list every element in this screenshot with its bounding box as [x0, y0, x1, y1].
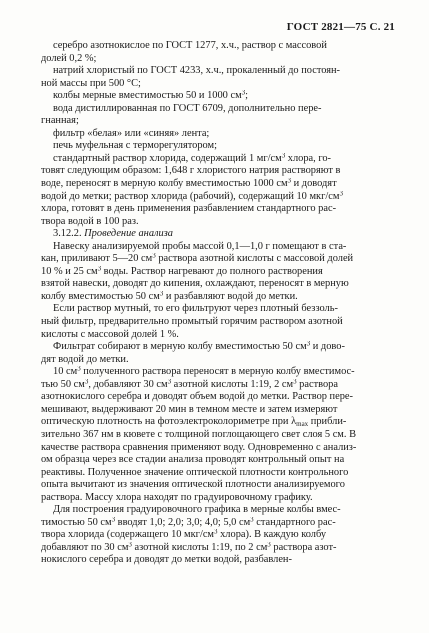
subscript: max	[296, 420, 309, 429]
text-run: раствора азотной кислоты с массовой долей	[155, 253, 354, 265]
text-line	[41, 165, 396, 178]
text-run: твора водой в 100 раз.	[41, 215, 139, 227]
text-run: кислоты с массовой долей 1 %.	[41, 328, 179, 340]
text-run: 3.12.2.	[53, 228, 85, 240]
text-line	[41, 178, 396, 191]
text-run: фильтр «белая» или «синяя» лента;	[53, 127, 210, 139]
text-line	[41, 203, 396, 216]
superscript: 3	[97, 265, 102, 273]
superscript: 3	[267, 541, 271, 549]
text-run: оптическую плотность на фотоэлектроколориметре при λ	[41, 416, 297, 428]
text-line	[41, 366, 396, 379]
superscript: 3	[339, 190, 343, 198]
text-line	[41, 291, 396, 304]
text-run: хлора, готовят в день применения разбавлением стандартного рас-	[41, 203, 337, 215]
text-run: 10 см	[53, 366, 78, 378]
text-line	[41, 467, 396, 480]
text-run: стандартный раствор хлорида, содержащий 1 мг/см	[53, 152, 282, 164]
document-body	[41, 40, 396, 567]
text-run: раствора азот-	[270, 541, 337, 553]
superscript: 3	[159, 290, 164, 298]
text-line	[41, 542, 396, 555]
text-run: ный фильтр, предварительно промытый горячим раствором азотной	[41, 316, 343, 328]
text-line	[41, 404, 396, 417]
superscript: 3	[84, 378, 89, 386]
text-line	[41, 115, 396, 128]
text-run: колбу вместимостью 50 см	[41, 290, 160, 302]
text-run: печь муфельная с терморегулятором;	[53, 140, 218, 152]
text-run: хлора, го-	[285, 152, 332, 164]
text-line	[41, 241, 396, 254]
text-line	[41, 529, 396, 542]
superscript: 3	[111, 516, 116, 524]
text-line	[41, 492, 396, 505]
text-run: колбы мерные вместимостью 50 и 1000 см	[53, 90, 242, 102]
text-run: Навеску анализируемой пробы массой 0,1—1,0 г помещают в ста-	[53, 240, 347, 252]
text-run: тью 50 см	[41, 378, 85, 390]
text-line	[41, 53, 396, 66]
text-run: зительно 367 нм в кювете с толщиной поглощающего свет слоя 5 см. В	[41, 428, 357, 440]
text-line	[41, 140, 396, 153]
text-run: хлора). В каждую колбу	[217, 529, 327, 541]
text-line	[41, 416, 396, 429]
text-line	[41, 454, 396, 467]
text-run: воде, переносят в мерную колбу вместимостью 1000 см	[41, 178, 288, 190]
text-line	[41, 78, 396, 91]
text-line	[41, 278, 396, 291]
text-run: , добавляют 30 см	[88, 378, 168, 390]
text-run: азотной кислоты 1:19, по 2 см	[131, 541, 268, 553]
text-run: азотнокислого серебра и доводят объем водой до метки. Раствор пере-	[41, 391, 354, 403]
text-line	[41, 40, 396, 53]
text-run: вводят 1,0; 2,0; 3,0; 4,0; 5,0 см	[115, 516, 251, 528]
superscript: 3	[287, 178, 292, 185]
superscript: 3	[306, 341, 311, 348]
text-run: раствора	[296, 378, 338, 390]
text-run: и дово-	[310, 341, 345, 353]
superscript: 3	[77, 366, 81, 373]
superscript: 3	[152, 253, 156, 260]
superscript: 3	[293, 378, 297, 386]
text-run: полученного раствора переносят в мерную колбу вместимос-	[80, 366, 355, 378]
text-run: натрий хлористый по ГОСТ 4233, х.ч., прокаленный до постоян-	[53, 65, 341, 77]
text-line	[41, 65, 396, 78]
text-run: нокислого серебра и доводят до метки водой, разбавлен-	[41, 554, 292, 566]
text-run: тимостью 50 см	[41, 516, 112, 528]
text-run: качестве раствора сравнения применяют воду. Одновременно с анализ-	[41, 441, 357, 453]
text-line	[41, 329, 396, 342]
text-run: ной массы при 500 °С;	[41, 77, 141, 89]
text-run: прибли-	[308, 416, 347, 428]
text-run: опыта вычитают из значения оптической плотности анализируемого	[41, 479, 345, 491]
text-line	[41, 517, 396, 530]
text-run: товят следующим образом: 1,648 г хлористого натрия растворяют в	[41, 165, 341, 177]
text-run: 10 % и 25 см	[41, 265, 98, 277]
text-run: кан, приливают 5—20 см	[41, 253, 153, 265]
text-line	[41, 341, 396, 354]
text-run: ом образца через все стадии анализа проводят контрольный опыт на	[41, 454, 345, 466]
superscript: 3	[281, 152, 286, 160]
text-run: твора хлорида (содержащего 10 мкг/см	[41, 529, 215, 541]
text-run: ;	[245, 90, 249, 102]
text-line	[41, 128, 396, 141]
text-line	[41, 266, 396, 279]
text-run: реактивы. Полученное значение оптической плотности контрольного	[41, 466, 349, 478]
text-line	[41, 228, 396, 241]
text-line	[41, 379, 396, 392]
superscript: 3	[167, 378, 172, 386]
text-run: и доводят	[291, 178, 337, 190]
superscript: 3	[250, 516, 254, 524]
text-line	[41, 191, 396, 204]
superscript: 3	[128, 541, 132, 549]
text-run: взятой навески, доводят до кипения, охлаждают, переносят в мерную	[41, 278, 349, 290]
text-run: стандартного рас-	[253, 516, 336, 528]
text-run: Для построения градуировочного графика в мерные колбы вмес-	[53, 504, 341, 516]
text-run: воды. Раствор нагревают до полного растворения	[101, 265, 323, 277]
text-run: гнанная;	[41, 115, 79, 127]
text-run: азотной кислоты 1:19, 2 см	[171, 378, 294, 390]
text-line	[41, 354, 396, 367]
text-line	[41, 103, 396, 116]
text-run: Фильтрат собирают в мерную колбу вместимостью 50 см	[53, 341, 307, 353]
text-run: мешивают, выдерживают 20 мин в темном месте и затем измеряют	[41, 403, 338, 415]
text-line	[41, 479, 396, 492]
text-line	[41, 303, 396, 316]
text-line	[41, 216, 396, 229]
text-line	[41, 316, 396, 329]
text-run: и разбавляют водой до метки.	[163, 290, 298, 302]
text-line	[41, 90, 396, 103]
text-run: вода дистиллированная по ГОСТ 6709, дополнительно пере-	[53, 102, 322, 114]
text-run: добавляют по 30 см	[41, 541, 129, 553]
text-run: дят водой до метки.	[41, 353, 129, 365]
text-line	[41, 442, 396, 455]
text-run: долей 0,2 %;	[41, 52, 97, 64]
text-line	[41, 391, 396, 404]
page-header: ГОСТ 2821—75 С. 21	[286, 21, 395, 33]
text-line	[41, 253, 396, 266]
superscript: 3	[241, 90, 246, 97]
superscript: 3	[214, 529, 218, 536]
text-run: водой до метки; раствор хлорида (рабочий), содержащий 10 мкг/см	[41, 190, 340, 202]
text-run: Если раствор мутный, то его фильтруют через плотный беззоль-	[53, 303, 338, 315]
section-title: Проведение анализа	[84, 228, 174, 240]
text-line	[41, 429, 396, 442]
text-line	[41, 153, 396, 166]
text-run: раствора. Массу хлора находят по градуировочному графику.	[41, 491, 313, 503]
text-line	[41, 504, 396, 517]
text-line	[41, 554, 396, 567]
text-run: серебро азотнокислое по ГОСТ 1277, х.ч., раствор с массовой	[53, 40, 327, 51]
